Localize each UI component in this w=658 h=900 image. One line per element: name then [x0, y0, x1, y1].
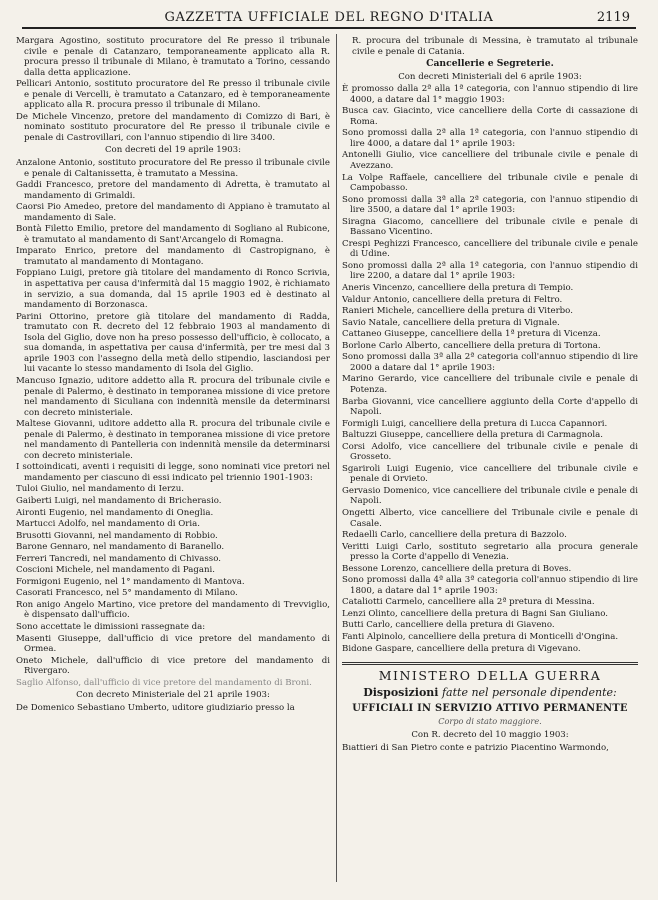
paragraph: Siragna Giacomo, cancelliere del tribunale civile e penale di Bassano Vicentino. — [342, 216, 638, 238]
decree-heading: Con decreti del 19 aprile 1903: — [104, 145, 242, 156]
paragraph: Sono promossi dalla 3ª alla 2ª categoria coll'annuo stipendio di lire 2000 a datare dal 1° aprile 1903: — [342, 352, 638, 373]
paragraph: Lenzi Olinto, cancelliere della pretura di Bagni San Giuliano. — [342, 608, 608, 619]
paragraph: Formigli Luigi, cancelliere della pretura di Lucca Capannori. — [342, 418, 608, 429]
paragraph: Sono promossi dalla 4ª alla 3ª categoria coll'annuo stipendio di lire 1800, a datare dal 1° aprile 1903: — [342, 575, 638, 596]
paragraph: Barba Giovanni, vice cancelliere aggiunto della Corte d'appello di Napoli. — [342, 396, 638, 418]
paragraph: Cattaneo Giuseppe, cancelliere della 1ª pretura di Vicenza. — [342, 329, 601, 340]
right-column-entries — [342, 36, 638, 654]
ministry-title: MINISTERO DELLA GUERRA — [342, 662, 638, 682]
paragraph: Mancuso Ignazio, uditore addetto alla R. procura del tribunale civile e penale di Palermo, è destinato in temporanea missione di vice pretore nel mandamento di Siculiana con indennità mensile da determinarsi con decreto ministeriale. — [16, 375, 330, 418]
paragraph: Gaiberti Luigi, nel mandamento di Bricherasio. — [16, 495, 222, 506]
paragraph: Marino Gerardo, vice cancelliere del tribunale civile e penale di Potenza. — [342, 374, 638, 395]
paragraph: Savio Natale, cancelliere della pretura di Vignale. — [342, 317, 560, 328]
paragraph: Maltese Giovanni, uditore addetto alla R. procura del tribunale civile e penale di Palermo, è destinato in temporanea missione di vice pretore nel mandamento di Pantelleria con indennità mensile da determinarsi con decreto ministeriale. — [16, 419, 330, 461]
paragraph: Ranieri Michele, cancelliere della pretura di Viterbo. — [342, 306, 573, 317]
paragraph: Aironti Eugenio, nel mandamento di Oneglia. — [16, 507, 214, 518]
paragraph: Sono promossi dalla 3ª alla 2ª categoria, con l'annuo stipendio di lire 3500, a datare dal 1° aprile 1903: — [342, 194, 638, 216]
paragraph: Pellicari Antonio, sostituto procuratore del Re presso il tribunale civile e penale di Vercelli, è tramutato a Catanzaro, ed è temporaneamente applicato alla R. procura presso il tribunale di Milano. — [16, 79, 330, 111]
subsection-heading: Corpo di stato maggiore. — [438, 715, 542, 726]
paragraph: Tuloi Giulio, nel mandamento di Ierzu. — [16, 484, 184, 495]
paragraph: Gervasio Domenico, vice cancelliere del tribunale civile e penale di Napoli. — [342, 485, 638, 507]
header-rule — [22, 27, 636, 29]
paragraph: Ron anigo Angelo Martino, vice pretore del mandamento di Trevviglio, è dispensato dall'ufficio. — [16, 599, 330, 621]
paragraph: Oneto Michele, dall'ufficio di vice pretore del mandamento di Rivergaro. — [16, 655, 330, 677]
paragraph: De Domenico Sebastiano Umberto, uditore giudiziario presso la — [16, 702, 295, 713]
paragraph: Fanti Alpinolo, cancelliere della pretura di Monticelli d'Ongina. — [342, 631, 619, 642]
decree-heading: Con decreto Ministeriale del 21 aprile 1903: — [76, 690, 270, 701]
officer-entry: Bıattieri di San Pietro conte e patrizio Piacentino Warmondo, — [342, 742, 609, 753]
section-title: Cancellerie e Segreterie. — [426, 58, 554, 70]
paragraph: Valdur Antonio, cancelliere della pretura di Feltro. — [342, 294, 563, 305]
paragraph: Sono promossi dalla 2ª alla 1ª categoria, con l'annuo stipendio di lire 2200, a datare dal 1° aprile 1903: — [342, 260, 638, 282]
page-header — [22, 4, 636, 30]
paragraph: R. procura del tribunale di Messina, è tramutato al tribunale civile e penale di Catania. — [352, 36, 638, 57]
paragraph: Crespi Peghizzi Francesco, cancelliere del tribunale civile e penale di Udine. — [342, 238, 638, 260]
paragraph: Masenti Giuseppe, dall'ufficio di vice pretore del mandamento di Ormea. — [16, 633, 330, 655]
left-column — [16, 36, 330, 896]
paragraph: Parini Ottorino, pretore già titolare del mandamento di Radda, tramutato con R. decreto del 12 febbraio 1903 al mandamento di Isola del Giglio, dove non ha preso possesso dell'ufficio, è collocato, a sua domanda, in aspettativa per causa d'infermità, per tre mesi dal 3 aprile 1903 con l'assegno della metà dello stipendio, lasciandosi per lui vacante lo stesso mandamento di Isola del Giglio. — [16, 311, 330, 375]
paragraph: Sgariroli Luigi Eugenio, vice cancelliere del tribunale civile e penale di Orvieto. — [342, 463, 638, 485]
paragraph: Martucci Adolfo, nel mandamento di Oria. — [16, 519, 200, 530]
paragraph: Corsi Adolfo, vice cancelliere del tribunale civile e penale di Grosseto. — [342, 441, 638, 463]
right-column — [342, 36, 638, 896]
paragraph: Imparato Enrico, pretore del mandamento di Castropignano, è tramutato al mandamento di Montagano. — [16, 246, 330, 267]
paragraph: Veritti Luigi Carlo, sostituto segretario alla procura generale presso la Corte d'appello di Venezia. — [342, 541, 638, 563]
paragraph: Butti Carlo, cancelliere della pretura di Giaveno. — [342, 620, 555, 631]
paragraph: Foppiano Luigi, pretore già titolare del mandamento di Ronco Scrivia, in aspettativa per causa d'infermità dal 15 maggio 1902, è richiamato in servizio, a sua domanda, dal 15 aprile 1903 ed è destinato al mandamento di Borzonasca. — [16, 268, 330, 311]
paragraph: Casorati Francesco, nel 5° mandamento di Milano. — [16, 588, 238, 599]
paragraph: Coscioni Michele, nel mandamento di Pagani. — [16, 565, 215, 576]
page-number: 2119 — [596, 10, 630, 25]
paragraph: Busca cav. Giacinto, vice cancelliere della Corte di cassazione di Roma. — [342, 106, 638, 127]
paragraph: Margara Agostino, sostituto procuratore del Re presso il tribunale civile e penale di Catanzaro, temporaneamente applicato alla R. procura presso il tribunale di Milano, è tramutato a Torino, cessando dalla detta applicazione. — [16, 36, 330, 78]
decree-heading: Con decreti Ministeriali del 6 aprile 1903: — [398, 71, 582, 82]
paragraph: Bontà Filetto Emilio, pretore del mandamento di Sogliano al Rubicone, è tramutato al mandamento di Sant'Arcangelo di Romagna. — [16, 224, 330, 245]
paragraph: Ferreri Tancredi, nel mandamento di Chivasso. — [16, 553, 221, 564]
column-divider — [336, 34, 337, 882]
paragraph: Ongetti Alberto, vice cancelliere del Tribunale civile e penale di Casale. — [342, 507, 638, 529]
disposizioni-heading — [342, 685, 638, 699]
paragraph: Borlone Carlo Alberto, cancelliere della pretura di Tortona. — [342, 340, 601, 351]
disposizioni-label: Disposizioni — [363, 685, 439, 699]
paragraph: Sono promossi dalla 2ª alla 1ª categoria, con l'annuo stipendio di lire 4000, a datare dal 1° aprile 1903: — [342, 128, 638, 149]
paragraph: Aneris Vincenzo, cancelliere della pretura di Tempio. — [342, 283, 574, 294]
paragraph: Barone Gennaro, nel mandamento di Baranello. — [16, 542, 225, 553]
paragraph: Antonelli Giulio, vice cancelliere del tribunale civile e penale di Avezzano. — [342, 150, 638, 172]
gazette-title: GAZZETTA UFFICIALE DEL REGNO D'ITALIA — [164, 10, 494, 25]
paragraph: La Volpe Raffaele, cancelliere del tribunale civile e penale di Campobasso. — [342, 172, 638, 194]
paragraph: Caorsi Pio Amedeo, pretore del mandamento di Appiano è tramutato al mandamento di Sale. — [16, 202, 330, 223]
paragraph: Cataliotti Carmelo, cancelliere alla 2ª pretura di Messina. — [342, 597, 595, 608]
paragraph: Redaelli Carlo, cancelliere della pretura di Bazzolo. — [342, 530, 567, 541]
paragraph: Gaddi Francesco, pretore del mandamento di Adretta, è tramutato al mandamento di Grimaldi. — [16, 180, 330, 201]
paragraph: Sono accettate le dimissioni rassegnate da: — [16, 621, 206, 632]
paragraph: Saglio Alfonso, dall'ufficio di vice pretore del mandamento di Broni. — [16, 677, 312, 688]
paragraph: I sottoindicati, aventi i requisiti di legge, sono nominati vice pretori nel mandamento per ciascuno di essi indicato pel triennio 1901-1903: — [16, 462, 330, 483]
paragraph: Anzalone Antonio, sostituto procuratore del Re presso il tribunale civile e penale di Caltanissetta, è tramutato a Messina. — [16, 158, 330, 179]
paragraph: Bessone Lorenzo, cancelliere della pretura di Boves. — [342, 563, 572, 574]
paragraph: Brusotti Giovanni, nel mandamento di Robbio. — [16, 530, 218, 541]
disposizioni-italic: fatte nel personale dipendente: — [441, 685, 617, 699]
paragraph: Formigoni Eugenio, nel 1° mandamento di Mantova. — [16, 576, 245, 587]
paragraph: Bidone Gaspare, cancelliere della pretura di Vigevano. — [342, 643, 581, 654]
section-heading: UFFICIALI IN SERVIZIO ATTIVO PERMANENTE — [352, 703, 628, 715]
paragraph: De Michele Vincenzo, pretore del mandamento di Comizzo di Bari, è nominato sostituto procuratore del Re presso il tribunale civile e penale di Castrovillari, con l'annuo stipendio di lire 3400. — [16, 111, 330, 143]
paragraph: È promosso dalla 2ª alla 1ª categoria, con l'annuo stipendio di lire 4000, a datare dal 1° maggio 1903: — [342, 84, 638, 105]
decree-line: Con R. decreto del 10 maggio 1903: — [411, 730, 569, 741]
paragraph: Baltuzzi Giuseppe, cancelliere della pretura di Carmagnola. — [342, 430, 603, 441]
